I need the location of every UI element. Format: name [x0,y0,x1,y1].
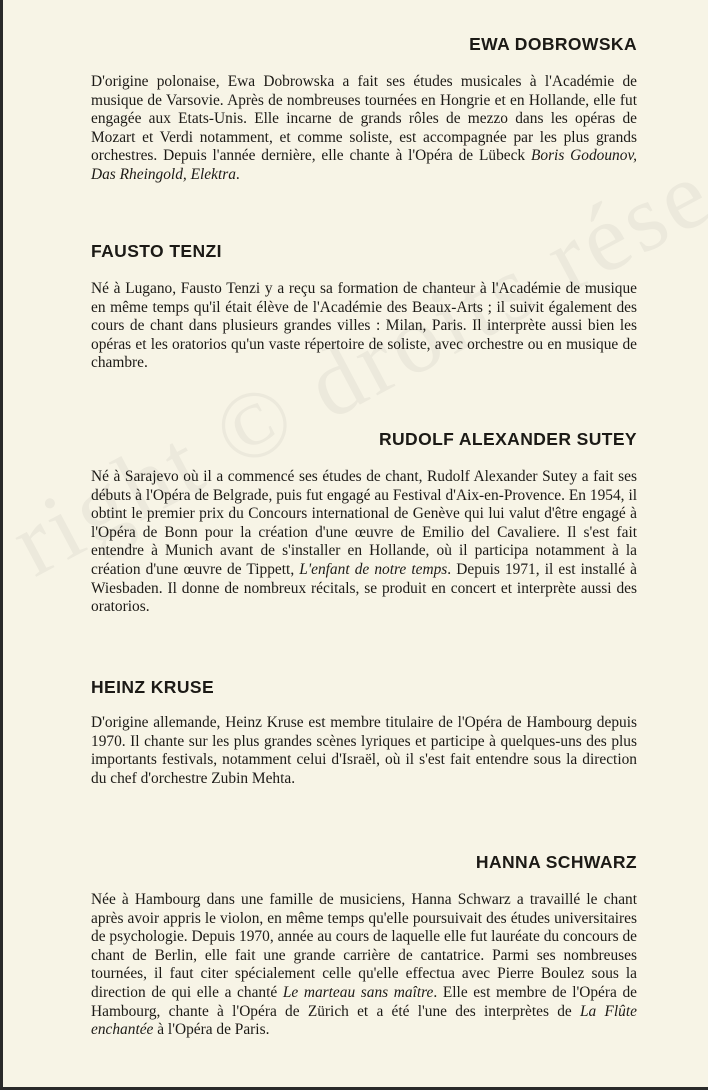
bio-name: EWA DOBROWSKA [469,34,637,54]
italic-title: Le marteau sans maître [282,983,434,1001]
bio-ewa-dobrowska [91,33,637,185]
text-run: Née à Hambourg dans une famille de musiciens, Hanna Schwarz a travaillé le chant après avoir appris le violon, en même temps qu'elle poursuivait des études universitaires de psychologie. Depuis 1970, année au cours de laquelle elle fut lauréate du concours de chant de Berlin, elle fait une grande carrière de cantatrice. Parmi ses nombreuses tournées, il faut citer spécialement celle qu'elle effectua avec Pierre Boulez sous la direction de qui elle a chanté [91,891,637,1001]
bio-rudolf-alexander-sutey [91,428,637,617]
bio-hanna-schwarz [91,851,637,1040]
italic-title: Boris Godounov, Das Rheingold, Elektra [91,147,637,183]
bio-text [91,73,637,185]
italic-title: L'enfant de notre temps [299,560,448,578]
bio-text [91,468,637,617]
bio-name: HANNA SCHWARZ [475,852,637,872]
bio-name: FAUSTO TENZI [91,241,222,261]
italic-title: La Flûte enchantée [91,1002,637,1039]
text-run: D'origine allemande, Heinz Kruse est membre titulaire de l'Opéra de Hambourg depuis 1970. Il chante sur les plus grandes scènes lyriques et participe à quelques-uns des plus importants festivals, notamment celui d'Israël, où il s'est fait entendre sous la direction du chef d'orchestre Zubin Mehta. [91,714,637,787]
text-run: D'origine polonaise, Ewa Dobrowska a fait ses études musicales à l'Académie de musique de Varsovie. Après de nombreuses tournées en Hongrie et en Hollande, elle fut engagée aux Etats-Unis. Elle incarne de grands rôles de mezzo dans les opéras de Mozart et Verdi notamment, et comme soliste, est accompagnée par les plus grands orchestres. Depuis l'année dernière, elle chante à l'Opéra de Lübeck [91,73,637,165]
bio-text [91,891,637,1040]
text-run: Né à Lugano, Fausto Tenzi y a reçu sa formation de chanteur à l'Académie de musique en même temps qu'il était élève de l'Académie des Beaux-Arts ; il suivit également des cours de chant dans plusieurs grandes villes : Milan, Paris. Il interprète aussi bien les opéras et les oratorios qu'un vaste répertoire de soliste, avec orchestre ou en musique de chambre. [91,280,637,372]
bio-name: RUDOLF ALEXANDER SUTEY [378,429,637,449]
bio-fausto-tenzi [91,240,637,373]
bio-name: HEINZ KRUSE [91,677,215,697]
bio-text [91,714,637,788]
text-run: Né à Sarajevo où il a commencé ses études de chant, Rudolf Alexander Sutey a fait ses débuts à l'Opéra de Belgrade, puis fut engagé au Festival d'Aix-en-Provence. En 1954, il obtint le premier prix du Concours international de Genève qui lui valut d'être engagé à l'Opéra de Bonn pour la création d'une œuvre de Emilio del Cavaliere. Il s'est fait entendre à Munich avant de s'installer en Hollande, où il participa notamment à la création d'une œuvre de Tippett, [91,468,637,578]
text-run: . [235,165,240,183]
text-run: . Depuis 1971, il est installé à Wiesbaden. Il donne de nombreux récitals, se produit en concert et interprète aussi des oratorios. [91,560,637,616]
bio-heinz-kruse [91,676,637,788]
text-run: . Elle est membre de l'Opéra de Hambourg, chante à l'Opéra de Zürich et a été l'une des interprètes de [91,983,637,1020]
text-run: à l'Opéra de Paris. [153,1021,270,1039]
bio-text [91,280,637,373]
